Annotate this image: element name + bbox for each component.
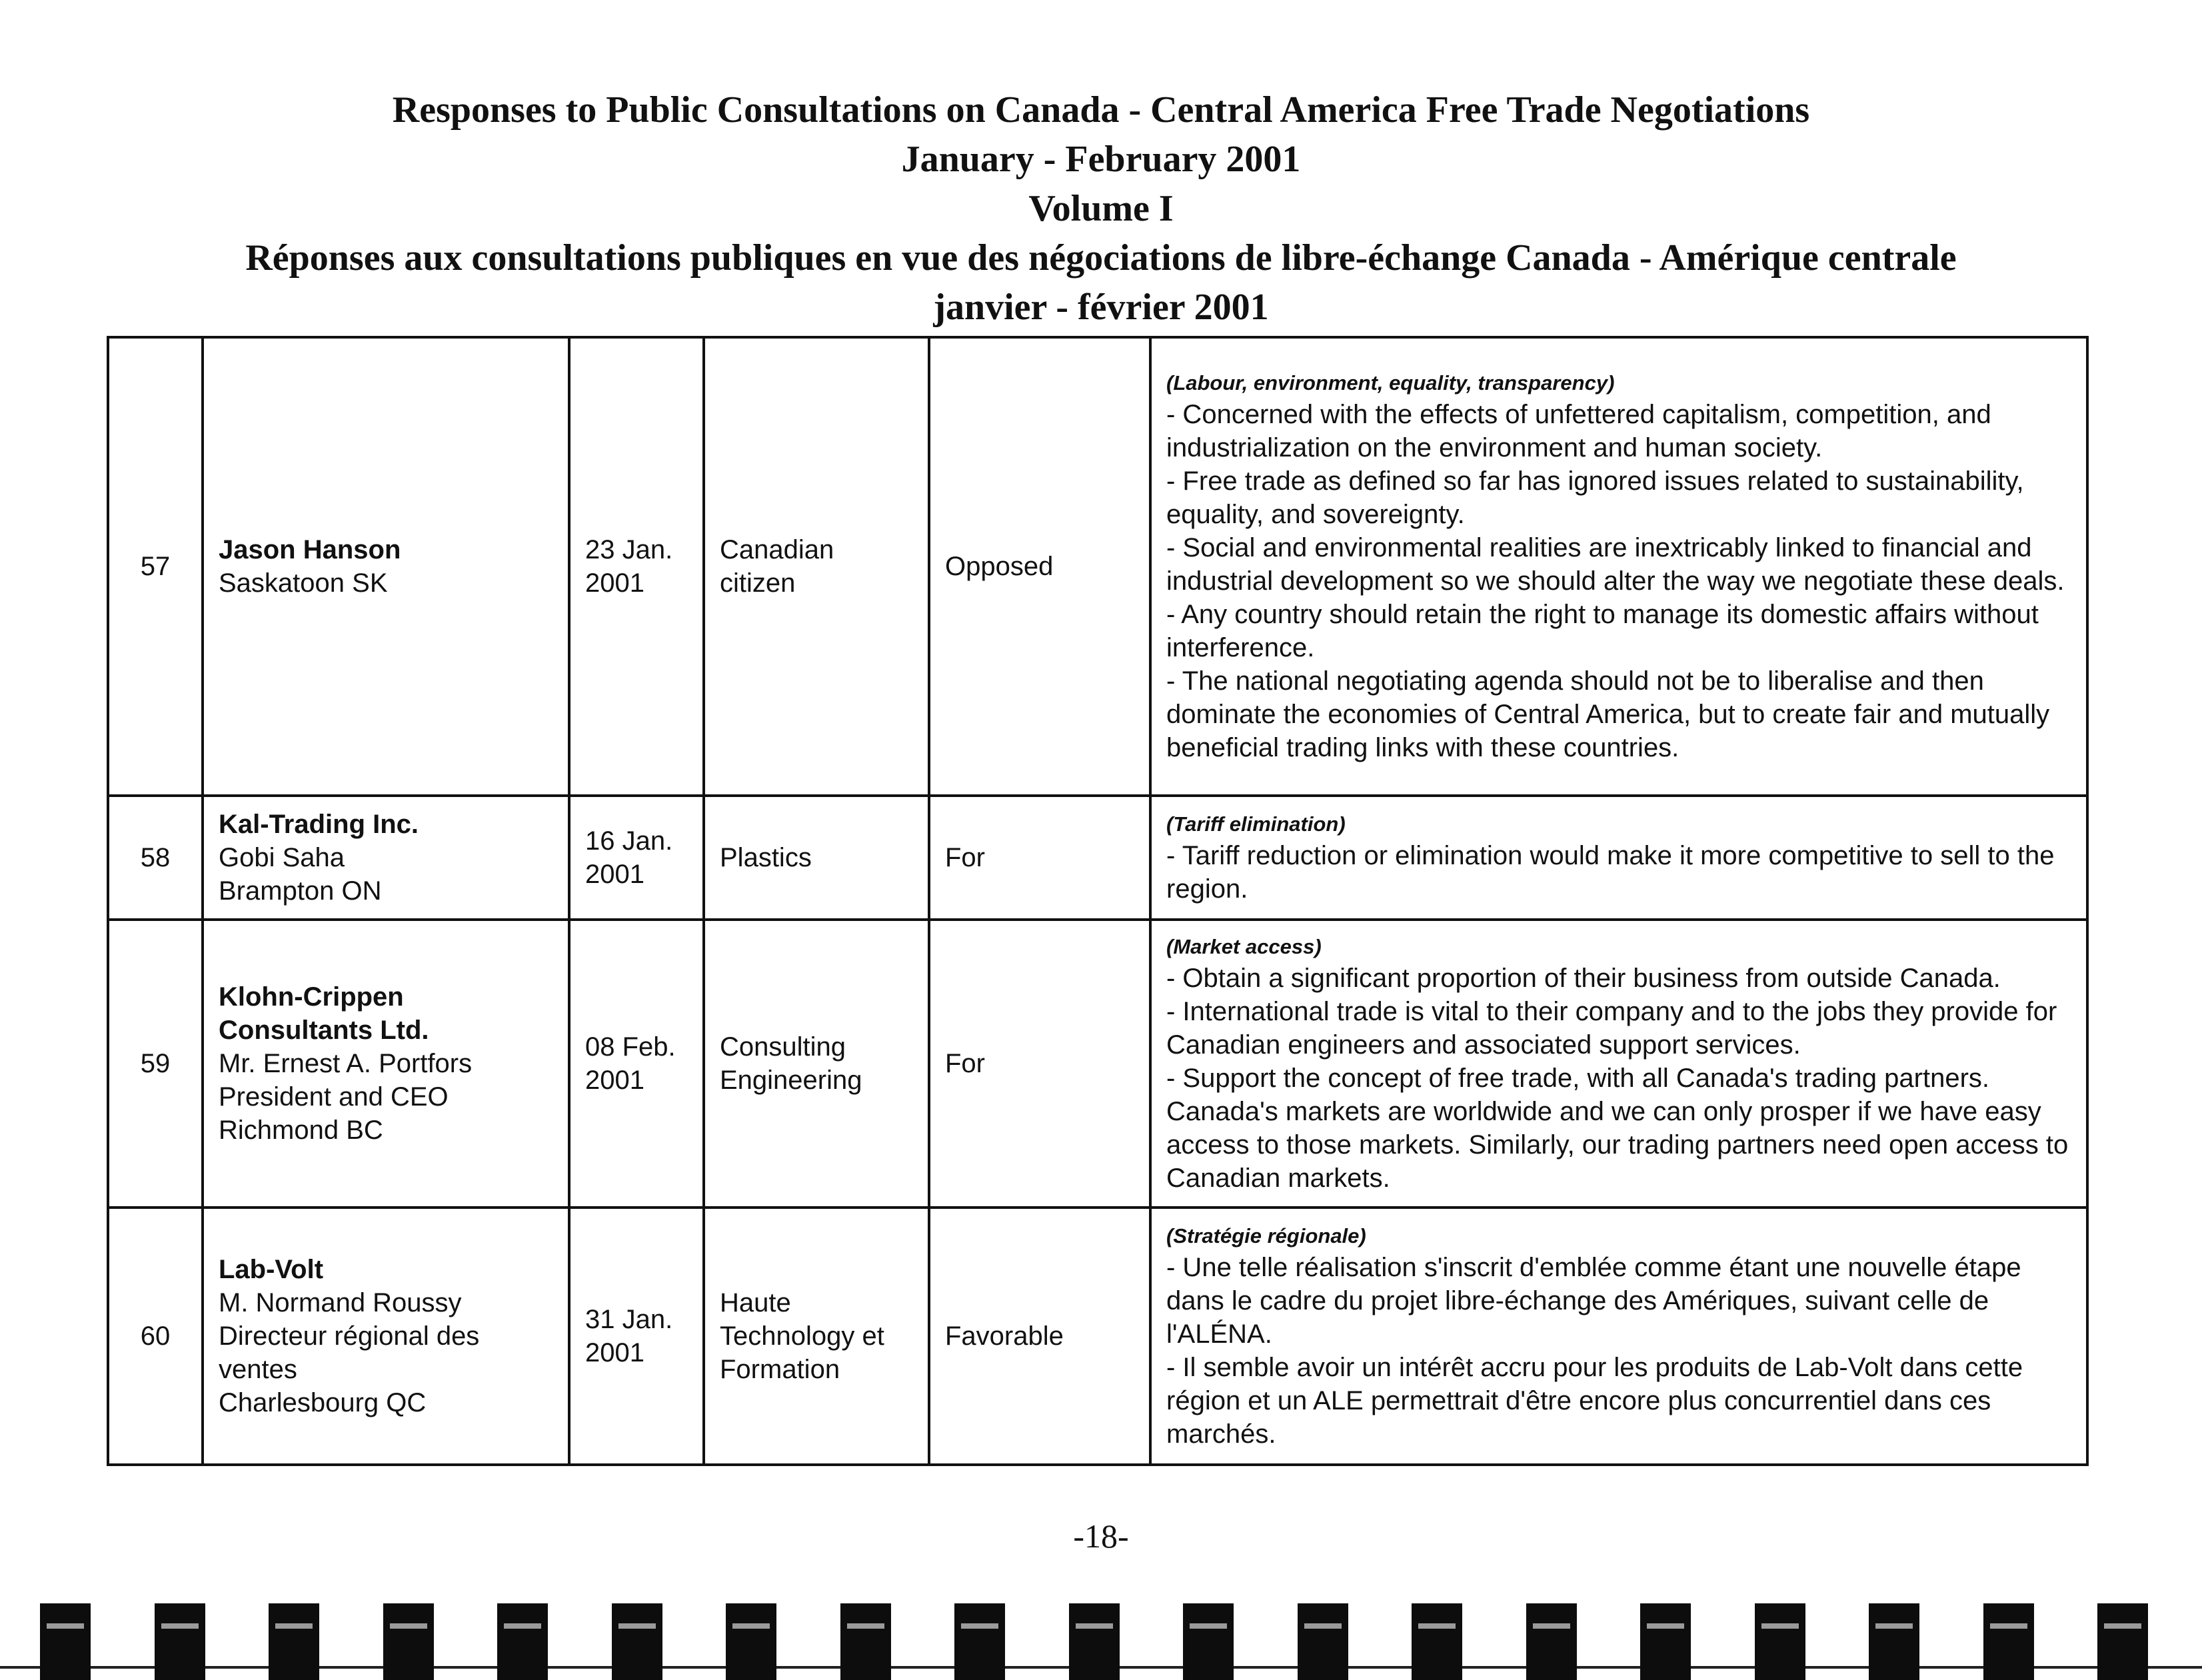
binding-ring xyxy=(1869,1603,1919,1680)
date-cell xyxy=(569,796,704,920)
date-year: 2001 xyxy=(585,860,644,889)
binding-ring xyxy=(383,1603,434,1680)
respondent-cell xyxy=(203,1208,569,1465)
sector-line: Haute xyxy=(720,1288,791,1317)
date-day-month: 31 Jan. xyxy=(585,1305,673,1334)
responses-table xyxy=(107,336,2089,1466)
table-row xyxy=(108,1208,2087,1465)
response-number: 60 xyxy=(108,1208,203,1465)
date-year: 2001 xyxy=(585,1066,644,1095)
title-french: Réponses aux consultations publiques en vue des négociations de libre-échange Canada - Amérique centrale xyxy=(245,237,1957,279)
response-number: 59 xyxy=(108,920,203,1208)
comment-topic: (Market access) xyxy=(1166,935,1322,958)
response-number: 58 xyxy=(108,796,203,920)
binding-ring xyxy=(726,1603,776,1680)
binding-ring xyxy=(1755,1603,1805,1680)
contact-line: Gobi Saha xyxy=(219,843,345,872)
comment-point: - Tariff reduction or elimination would make it more competitive to sell to the region. xyxy=(1166,841,2055,904)
contact-line: Directeur régional des ventes xyxy=(219,1321,480,1384)
binding-ring xyxy=(1298,1603,1348,1680)
sector-cell xyxy=(704,1208,929,1465)
comment-point: - Obtain a significant proportion of their business from outside Canada. xyxy=(1166,964,2001,993)
comment-point: - Any country should retain the right to manage its domestic affairs without interference. xyxy=(1166,600,2039,662)
binding-ring xyxy=(1640,1603,1691,1680)
date-cell xyxy=(569,920,704,1208)
document-header xyxy=(0,85,2202,332)
respondent-cell xyxy=(203,796,569,920)
comments-cell xyxy=(1150,337,2087,796)
contact-line: Richmond BC xyxy=(219,1116,383,1145)
sector-line: Formation xyxy=(720,1355,840,1384)
comment-topic: (Stratégie régionale) xyxy=(1166,1224,1366,1248)
respondent-cell xyxy=(203,920,569,1208)
date-day-month: 16 Jan. xyxy=(585,826,673,856)
sector-cell xyxy=(704,337,929,796)
position-cell: Opposed xyxy=(929,337,1150,796)
binding-ring xyxy=(1526,1603,1577,1680)
sector-line: Engineering xyxy=(720,1066,862,1095)
page-number: -18- xyxy=(1073,1517,1129,1555)
comment-point: - The national negotiating agenda should not be to liberalise and then dominate the economies of Central America, but to create fair and mutually beneficial trading links with these countries. xyxy=(1166,666,2050,762)
organization-name: Klohn-Crippen Consultants Ltd. xyxy=(219,982,429,1045)
contact-line: President and CEO xyxy=(219,1082,449,1112)
comments-cell xyxy=(1150,920,2087,1208)
contact-line: Charlesbourg QC xyxy=(219,1388,427,1417)
contact-line: Brampton ON xyxy=(219,876,382,906)
volume-label: Volume I xyxy=(1028,188,1174,229)
table-row xyxy=(108,337,2087,796)
binding-ring xyxy=(612,1603,662,1680)
table-row xyxy=(108,796,2087,920)
binding-ring xyxy=(1412,1603,1462,1680)
respondent-cell xyxy=(203,337,569,796)
binding-ring xyxy=(1069,1603,1120,1680)
date-cell xyxy=(569,1208,704,1465)
respondent-name: Jason Hanson xyxy=(219,535,401,564)
date-cell xyxy=(569,337,704,796)
binding-ring xyxy=(840,1603,891,1680)
comment-point: - International trade is vital to their company and to the jobs they provide for Canadian engineers and associated support services. xyxy=(1166,997,2057,1060)
comment-topic: (Tariff elimination) xyxy=(1166,812,1346,836)
organization-name: Kal-Trading Inc. xyxy=(219,810,419,839)
comments-cell xyxy=(1150,796,2087,920)
binding-ring xyxy=(497,1603,548,1680)
comment-point: - Social and environmental realities are inextricably linked to financial and industrial development so we should alter the way we negotiate these deals. xyxy=(1166,533,2065,596)
sector-cell xyxy=(704,796,929,920)
comment-point: - Concerned with the effects of unfettered capitalism, competition, and industrialization on the environment and human society. xyxy=(1166,400,1991,462)
sector-line: Canadian xyxy=(720,535,834,564)
binding-ring xyxy=(40,1603,91,1680)
date-year: 2001 xyxy=(585,568,644,598)
response-number: 57 xyxy=(108,337,203,796)
comment-point: - Support the concept of free trade, with all Canada's trading partners. Canada's markets are worldwide and we can only prosper if we have easy access to those markets. Similarly, our trading partners need open access to Canadian markets. xyxy=(1166,1064,2069,1193)
title-english: Responses to Public Consultations on Canada - Central America Free Trade Negotiations xyxy=(392,89,1810,131)
date-year: 2001 xyxy=(585,1338,644,1367)
contact-line: Mr. Ernest A. Portfors xyxy=(219,1049,473,1078)
period-english: January - February 2001 xyxy=(901,139,1301,180)
comment-point: - Il semble avoir un intérêt accru pour les produits de Lab-Volt dans cette région et un ALE permettrait d'être encore plus concurrentiel dans ces marchés. xyxy=(1166,1353,2023,1449)
table-row xyxy=(108,920,2087,1208)
comment-point: - Free trade as defined so far has ignored issues related to sustainability, equality, and sovereignty. xyxy=(1166,466,2024,529)
comments-cell xyxy=(1150,1208,2087,1465)
date-day-month: 08 Feb. xyxy=(585,1032,676,1062)
date-day-month: 23 Jan. xyxy=(585,535,673,564)
comment-point: - Une telle réalisation s'inscrit d'emblée comme étant une nouvelle étape dans le cadre du projet libre-échange des Amériques, suivant celle de l'ALÉNA. xyxy=(1166,1253,2021,1349)
binding-ring xyxy=(954,1603,1005,1680)
binding-ring xyxy=(2097,1603,2148,1680)
period-french: janvier - février 2001 xyxy=(933,287,1269,328)
comment-topic: (Labour, environment, equality, transparency) xyxy=(1166,371,1615,395)
sector-cell xyxy=(704,920,929,1208)
spiral-binding xyxy=(0,1599,2202,1680)
sector-line: Consulting xyxy=(720,1032,846,1062)
sector-line: Plastics xyxy=(720,843,812,872)
position-cell: Favorable xyxy=(929,1208,1150,1465)
position-cell: For xyxy=(929,920,1150,1208)
sector-line: Technology et xyxy=(720,1321,884,1351)
contact-line: M. Normand Roussy xyxy=(219,1288,462,1317)
binding-ring xyxy=(1983,1603,2034,1680)
position-cell: For xyxy=(929,796,1150,920)
organization-name: Lab-Volt xyxy=(219,1255,324,1284)
binding-ring xyxy=(269,1603,319,1680)
respondent-location: Saskatoon SK xyxy=(219,568,388,598)
sector-line: citizen xyxy=(720,568,796,598)
binding-ring xyxy=(1183,1603,1234,1680)
binding-ring xyxy=(155,1603,205,1680)
